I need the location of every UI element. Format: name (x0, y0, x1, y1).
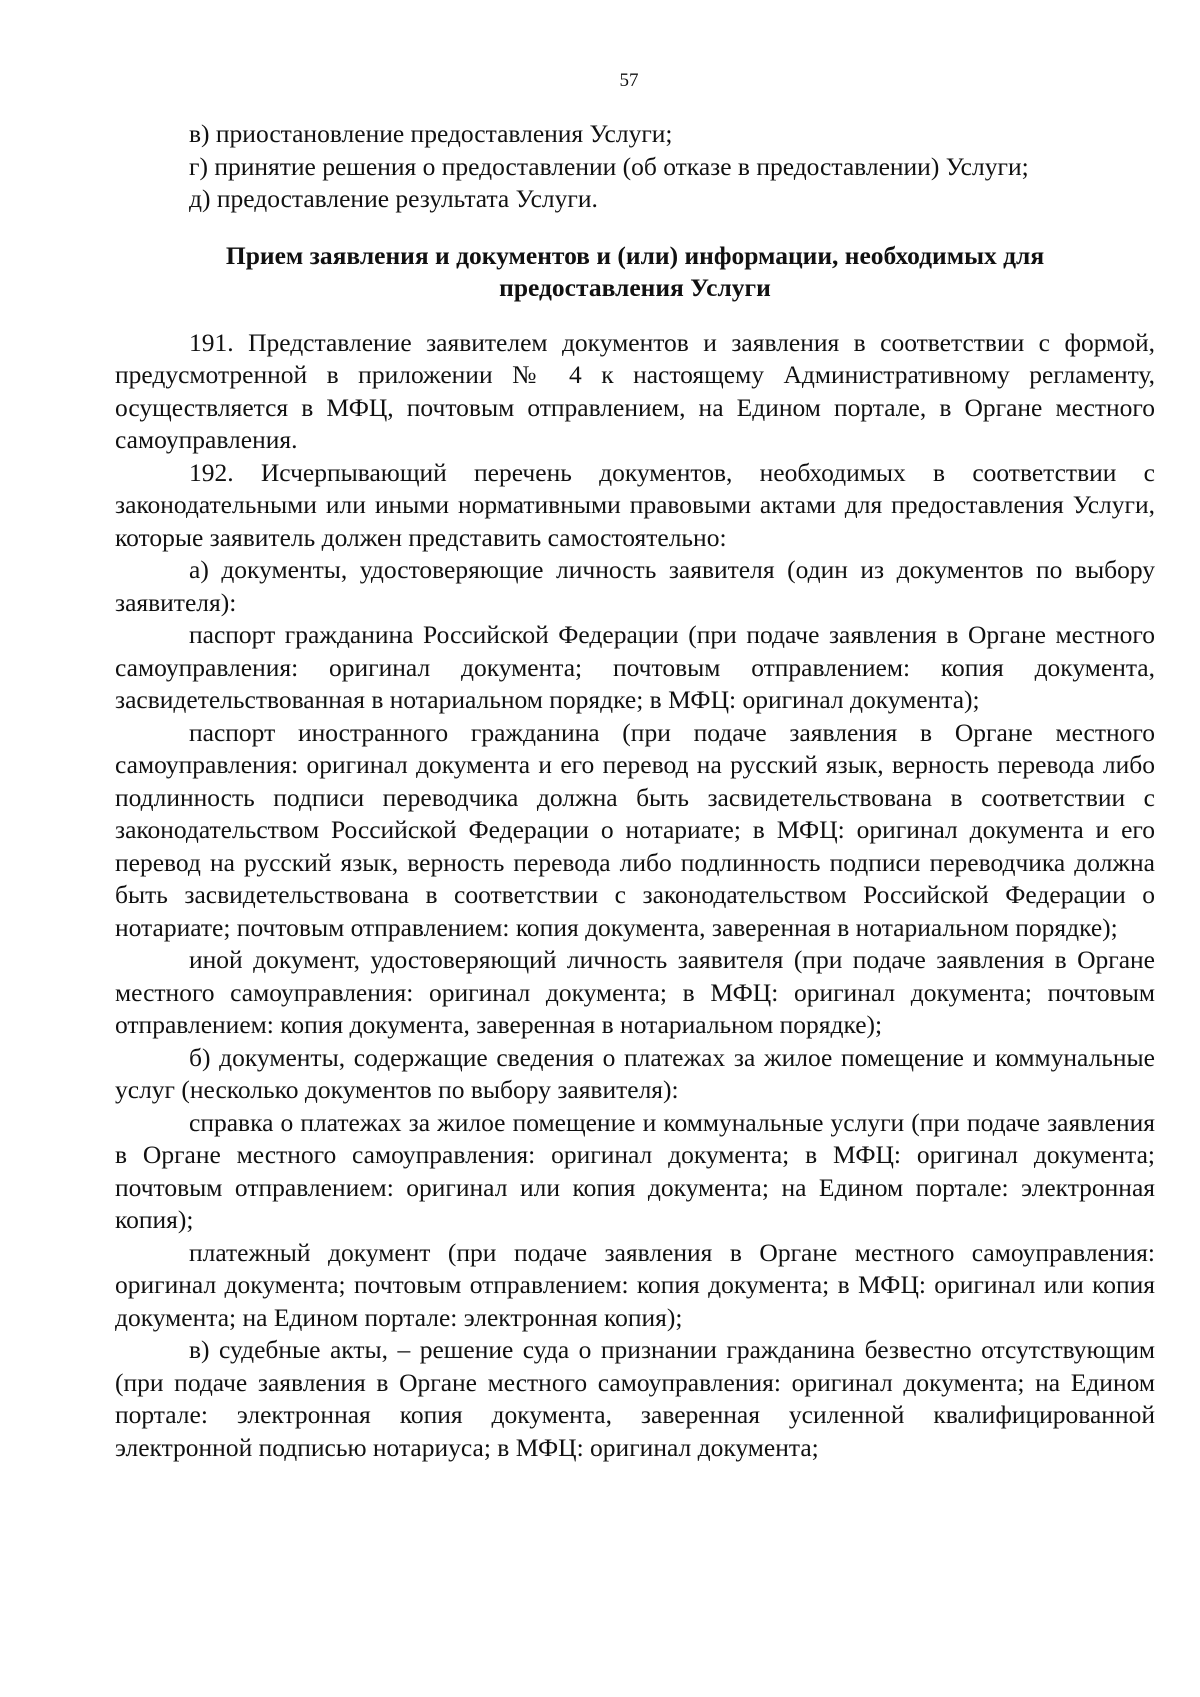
item-other-identity-document: иной документ, удостоверяющий личность заявителя (при подаче заявления в Органе местного самоуправления: оригинал документа; в МФЦ: оригинал документа; почтовым отправлением: копия документа, заверенная в нотариальном порядке); (115, 945, 1155, 1039)
intro-item-v: в) приостановление предоставления Услуги; (189, 119, 673, 148)
item-v-court-acts: в) судебные акты, – решение суда о признании гражданина безвестно отсутствующим (при подаче заявления в Органе местного самоуправления: оригинал документа; на Едином портале: электронная копия документа, заверенная усиленной квалифицированной электронной подписью нотариуса; в МФЦ: оригинал документа; (115, 1335, 1155, 1462)
item-a-identity-documents: а) документы, удостоверяющие личность заявителя (один из документов по выбору заявителя): (115, 555, 1155, 617)
item-russian-passport: паспорт гражданина Российской Федерации (при подаче заявления в Органе местного самоуправления: оригинал документа; почтовым отправлением: копия документа, засвидетельствованная в нотариальном порядке; в МФЦ: оригинал документа); (115, 620, 1155, 714)
item-payment-certificate: справка о платежах за жилое помещение и коммунальные услуги (при подаче заявления в Органе местного самоуправления: оригинал документа; в МФЦ: оригинал документа; почтовым отправлением: оригинал или копия документа; на Едином портале: электронная копия); (115, 1107, 1155, 1234)
item-foreign-passport: паспорт иностранного гражданина (при подаче заявления в Органе местного самоуправления: оригинал документа и его перевод на русский язык, верность перевода либо подлинность подписи переводчика должна быть засвидетельствована в соответствии с законодательством Российской Федерации о нотариате; в МФЦ: оригинал документа и его перевод на русский язык, верность перевода либо подлинность подписи переводчика должна быть засвидетельствована в соответствии с законодательством Российской Федерации о нотариате; почтовым отправлением: копия документа, заверенная в нотариальном порядке); (115, 717, 1155, 942)
intro-item-g: г) принятие решения о предоставлении (об отказе в предоставлении) Услуги; (189, 151, 1029, 181)
paragraph-192: 192. Исчерпывающий перечень документов, необходимых в соответствии с законодательными или иными нормативными правовыми актами для предоставления Услуги, которые заявитель должен представить самостоятельно: (115, 457, 1155, 552)
section-heading: Прием заявления и документов и (или) информации, необходимых для предоставления Услуги (225, 240, 1045, 302)
paragraph-191: 191. Представление заявителем документов и заявления в соответствии с формой, предусмотренной в приложении № 4 к настоящему Административному регламенту, осуществляется в МФЦ, почтовым отправлением, на Едином портале, в Органе местного самоуправления. (115, 327, 1155, 454)
item-payment-document: платежный документ (при подаче заявления в Органе местного самоуправления: оригинал документа; почтовым отправлением: копия документа; в МФЦ: оригинал или копия документа; на Едином портале: электронная копия); (115, 1237, 1155, 1332)
page-number: 57 (619, 70, 639, 91)
intro-item-d: д) предоставление результата Услуги. (189, 184, 598, 213)
document-body (115, 118, 1155, 1464)
item-b-payment-documents: б) документы, содержащие сведения о платежах за жилое помещение и коммунальные услуг (несколько документов по выбору заявителя): (115, 1042, 1155, 1104)
